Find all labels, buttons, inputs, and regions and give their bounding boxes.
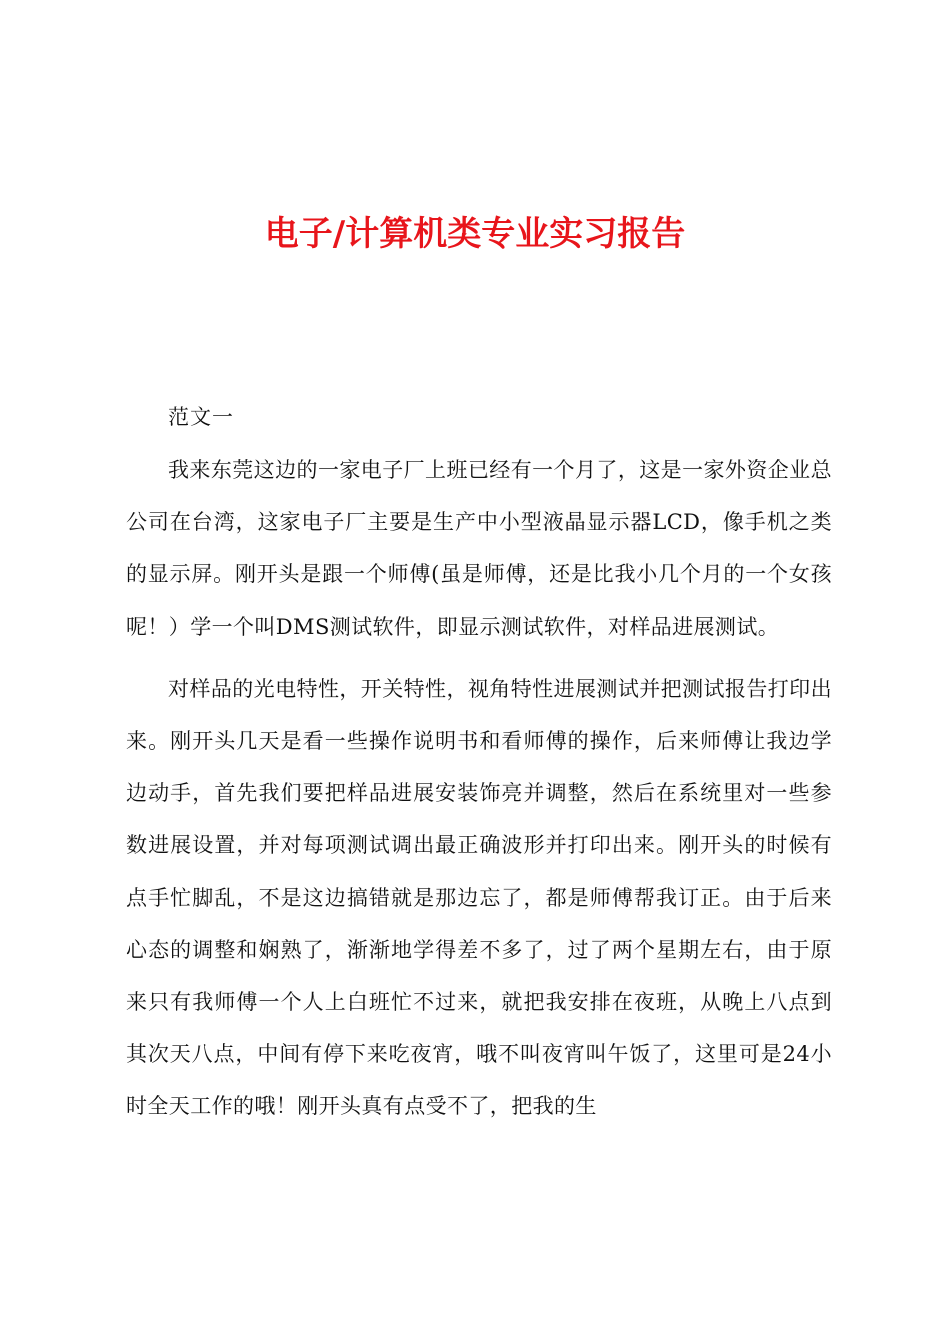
section-label: 范文一 [168, 405, 234, 429]
document-body [126, 394, 832, 1133]
document-title: 电子/计算机类专业实习报告 [264, 214, 686, 254]
paragraph-2: 对样品的光电特性，开关特性，视角特性进展测试并把测试报告打印出来。刚开头几天是看一些操作说明书和看师傅的操作，后来师傅让我边学边动手，首先我们要把样品进展安装饰亮并调整，然后在系统里对一些参数进展设置，并对每项测试调出最正确波形并打印出来。刚开头的时候有点手忙脚乱，不是这边搞错就是那边忘了，都是师傅帮我订正。由于后来心态的调整和娴熟了，渐渐地学得差不多了，过了两个星期左右，由于原来只有我师傅一个人上白班忙不过来，就把我安排在夜班，从晚上八点到其次天八点，中间有停下来吃夜宵，哦不叫夜宵叫午饭了，这里可是24小时全天工作的哦！刚开头真有点受不了，把我的生 [126, 676, 832, 1119]
paragraph-1: 我来东莞这边的一家电子厂上班已经有一个月了，这是一家外资企业总公司在台湾，这家电子厂主要是生产中小型液晶显示器LCD，像手机之类的显示屏。刚开头是跟一个师傅(虽是师傅，还是比我小几个月的一个女孩呢！）学一个叫DMS测试软件，即显示测试软件，对样品进展测试。 [126, 458, 832, 639]
